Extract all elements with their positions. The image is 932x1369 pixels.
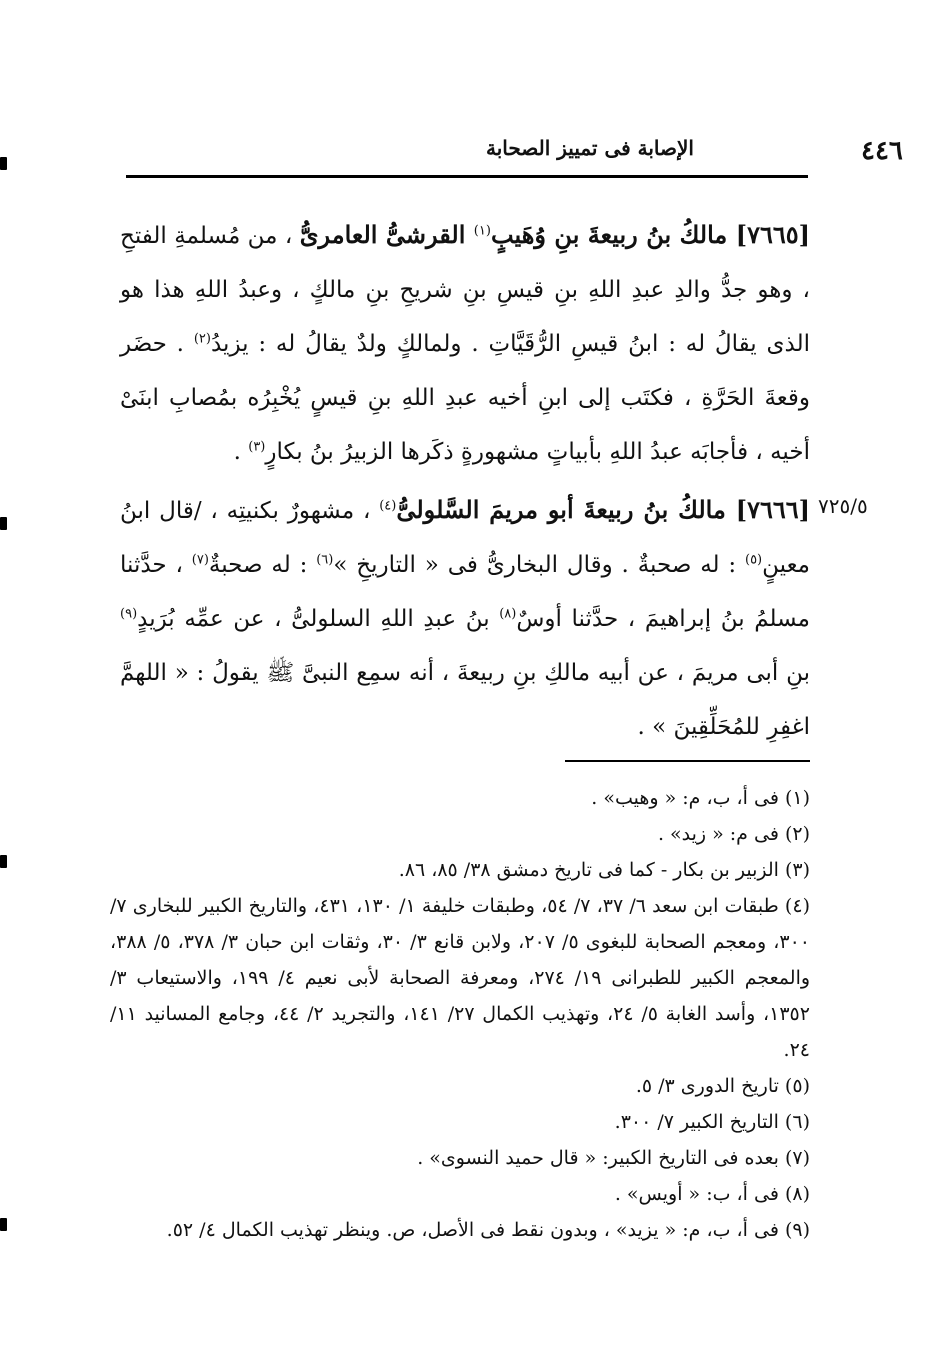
page-header bbox=[126, 136, 903, 170]
footnote-ref: (٨) bbox=[499, 606, 517, 622]
running-title: الإصابة فى تمييز الصحابة bbox=[486, 136, 694, 160]
main-text bbox=[120, 208, 810, 758]
entry-heading: [٧٦٦٦] مالكُ بنُ ربيعةَ أبو مريمَ السَّلولىُّ bbox=[396, 495, 810, 524]
footnote: (٩) فى أ، ب، م: « يزيد» ، وبدون نقط فى الأصل، ص. وينظر تهذيب الكمال ٤/ ٥٢. bbox=[166, 1219, 810, 1241]
footnote-ref: (٩) bbox=[120, 606, 138, 622]
page-number: ٤٤٦ bbox=[861, 136, 903, 166]
entry-text: ، حدَّثنا مسلمُ بنُ إبراهيمَ ، حدَّثنا أوسٌ bbox=[120, 552, 810, 632]
entry-text: : له صحبةٌ . وقال البخارىُّ فى « التاريخِ » bbox=[333, 552, 745, 578]
scan-edge-mark bbox=[0, 1218, 7, 1231]
margin-reference: ٧٢٥/٥ bbox=[818, 494, 868, 518]
entry-text: بنِ أبى مريمَ ، عن أبيه مالكِ بنِ ربيعةَ ، أنه سمِع النبىَّ ﷺ يقولُ : « اللهمَّ اغفِرِ للمُحَلِّقِينَ » . bbox=[120, 660, 810, 740]
footnote-ref: (٢) bbox=[193, 331, 211, 347]
footnote: (٤) طبقات ابن سعد ٦/ ٣٧، ٧/ ٥٤، وطبقات خليفة ١/ ١٣٠، ٤٣١، والتاريخ الكبير للبخارى ٧/ ٣٠٠، ومعجم الصحابة للبغوى ٥/ ٢٠٧، ولابن قانع ٣/ ٣٠، وثقات ابن حبان ٣/ ٣٧٨، ٥/ ٣٨٨، والمعجم الكبير للطبرانى ١٩/ ٢٧٤، ومعرفة الصحابة لأبى نعيم ٤/ ١٩٩، والاستيعاب ٣/ ١٣٥٢، وأسد الغابة ٥/ ٢٤، وتهذيب الكمال ٢٧/ ١٤١، والتجريد ٢/ ٤٤، وجامع المسانيد ١١/ ٢٤. bbox=[110, 895, 811, 1061]
entry-heading: [٧٦٦٥] مالكُ بنُ ربيعةَ بنِ وُهَيبٍ bbox=[490, 220, 810, 249]
scan-edge-mark bbox=[0, 855, 7, 868]
entry-heading-cont: القرشىُّ العامرىُّ bbox=[299, 220, 474, 249]
entry-text: . bbox=[233, 439, 249, 465]
footnote-ref: (٧) bbox=[191, 552, 209, 568]
footnote-ref: (٦) bbox=[316, 552, 334, 568]
header-rule bbox=[126, 175, 808, 178]
footnotes bbox=[110, 780, 810, 1248]
scan-edge-mark bbox=[0, 157, 7, 170]
entry-text: بنُ عبدِ اللهِ السلولىُّ ، عن عمِّه بُرَيدٍ bbox=[137, 606, 500, 632]
entry-7666 bbox=[120, 483, 810, 754]
footnote: (٧) بعده فى التاريخ الكبير: « قال حميد النسوى» . bbox=[417, 1147, 810, 1169]
footnote-ref: (٣) bbox=[248, 439, 266, 455]
footnote: (٨) فى أ، ب: « أويس» . bbox=[614, 1183, 810, 1205]
entry-text: : له صحبةٌ bbox=[208, 552, 317, 578]
footnote: (٣) الزبير بن بكار - كما فى تاريخ دمشق ٣٨/ ٨٥، ٨٦. bbox=[398, 859, 810, 881]
entry-text: ، مشهورٌ بكنيتِه ، /قال ابنُ معينٍ bbox=[120, 498, 810, 578]
footnote: (١) فى أ، ب، م: « وهيب» . bbox=[591, 787, 810, 809]
footnote-ref: (١) bbox=[473, 223, 491, 239]
scan-edge-mark bbox=[0, 517, 7, 530]
footnote: (٦) التاريخ الكبير ٧/ ٣٠٠. bbox=[614, 1111, 810, 1133]
entry-7665 bbox=[120, 208, 810, 479]
entry-text: ، من مُسلمةِ الفتحِ ، وهو جدُّ والدِ عبدِ اللهِ بنِ قيسِ بنِ شريحِ بنِ مالكٍ ، وعبدُ اللهِ هذا هو الذى يقالُ له : ابنُ قيسِ الرُّقَيَّاتِ . ولمالكٍ ولدٌ يقالُ له : يزيدُ bbox=[120, 223, 810, 357]
footnote-rule bbox=[565, 760, 810, 762]
footnote-ref: (٥) bbox=[744, 552, 763, 568]
footnote: (٥) تاريخ الدورى ٣/ ٥. bbox=[635, 1075, 810, 1097]
footnote-ref: (٤) bbox=[379, 498, 397, 514]
entry-text: . حضَر وقعةَ الحَرَّةِ ، فكتَب إلى ابنِ أخيه عبدِ اللهِ بنِ قيسٍ يُخْبِرُه بمُصابِ ابنَىْ أخيه ، فأجابَه عبدُ اللهِ بأبياتٍ مشهورةٍ ذكَرها الزبيرُ بنُ بكارٍ bbox=[120, 331, 810, 465]
footnote: (٢) فى م: « زيد» . bbox=[657, 823, 810, 845]
